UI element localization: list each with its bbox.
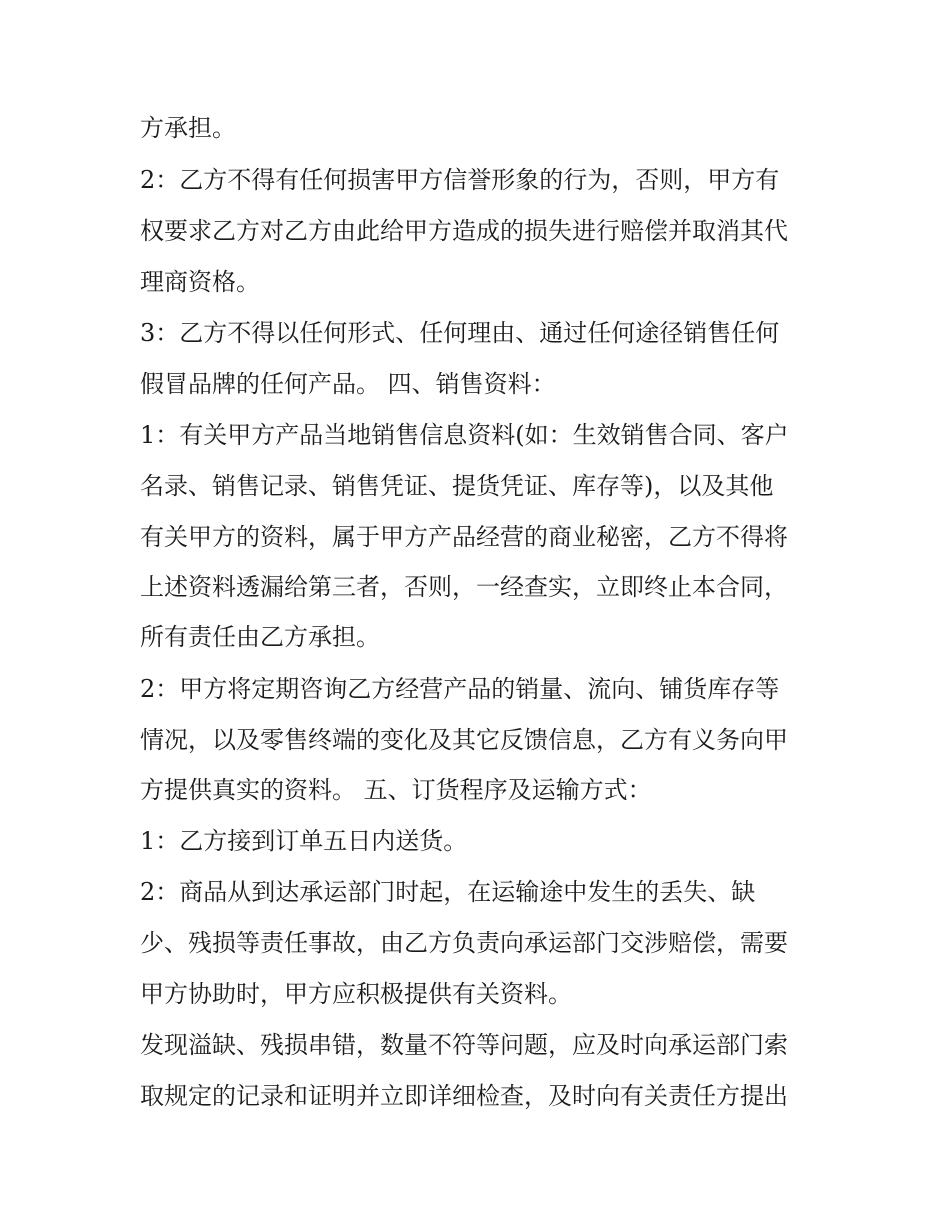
text-line: 少、残损等责任事故，由乙方负责向承运部门交涉赔偿，需要 <box>140 929 788 957</box>
text-line: 2：商品从到达承运部门时起，在运输途中发生的丢失、缺 <box>140 878 756 906</box>
text-line: 上述资料透漏给第三者，否则，一经查实，立即终止本合同， <box>140 573 788 601</box>
text-line: 2：乙方不得有任何损害甲方信誉形象的行为，否则，甲方有 <box>140 166 780 194</box>
text-line: 情况，以及零售终端的变化及其它反馈信息，乙方有义务向甲 <box>140 726 788 754</box>
text-line: 假冒品牌的任何产品。 四、销售资料： <box>140 370 556 398</box>
text-line: 方提供真实的资料。 五、订货程序及运输方式： <box>140 776 652 804</box>
text-line: 取规定的记录和证明并立即详细检查，及时向有关责任方提出 <box>140 1082 788 1110</box>
text-line: 3：乙方不得以任何形式、任何理由、通过任何途径销售任何 <box>140 319 780 347</box>
text-line: 所有责任由乙方承担。 <box>140 623 380 651</box>
text-line: 有关甲方的资料，属于甲方产品经营的商业秘密，乙方不得将 <box>140 523 788 551</box>
text-line: 理商资格。 <box>140 268 260 296</box>
text-line: 权要求乙方对乙方由此给甲方造成的损失进行赔偿并取消其代 <box>140 217 788 245</box>
text-line: 2：甲方将定期咨询乙方经营产品的销量、流向、铺货库存等 <box>140 675 780 703</box>
text-line: 1：乙方接到订单五日内送货。 <box>140 827 468 855</box>
text-line: 名录、销售记录、销售凭证、提货凭证、库存等)，以及其他 <box>140 472 774 500</box>
text-line: 发现溢缺、残损串错，数量不符等问题，应及时向承运部门索 <box>140 1031 788 1059</box>
text-line: 1：有关甲方产品当地销售信息资料(如：生效销售合同、客户 <box>140 421 789 449</box>
text-line: 方承担。 <box>140 114 236 142</box>
text-line: 甲方协助时，甲方应积极提供有关资料。 <box>140 980 572 1008</box>
